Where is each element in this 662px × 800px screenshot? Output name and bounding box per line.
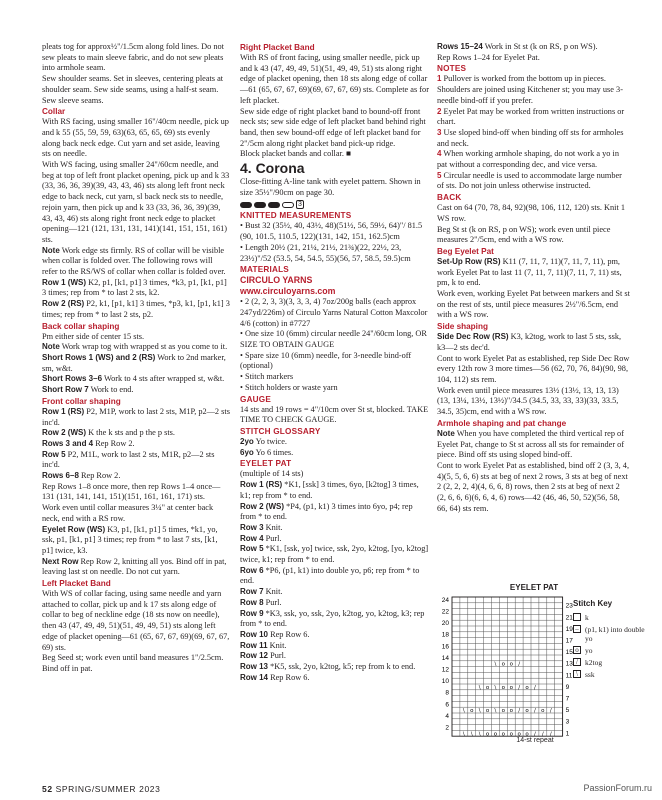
skill-level-icon (240, 200, 430, 209)
stitch-symbol: o (509, 661, 513, 668)
eyelet-pat-heading: EYELET PAT (240, 459, 292, 469)
next-row: Next Row Rep Row 2, knitting all yos. Bind off in pat, leaving last st on needle. Do not cut yarn. (42, 556, 227, 577)
eyelet-row-12: Row 12 Purl. (240, 651, 286, 661)
stitch-symbol: \ (462, 708, 465, 715)
stitch-symbol: o (501, 684, 506, 691)
material-4: • Stitch markers (240, 372, 294, 382)
row-label-rs: 5 (565, 707, 570, 715)
note-2: 2 Eyelet Pat may be worked from written instructions or chart. (437, 106, 625, 127)
length-measurement: • Length 20½ (21, 21¼, 21½, 21¾)(22, 22½, 23, 23½)"/52 (53.5, 54, 54.5, 55)(56, 57, 58.5, 59.5)cm (240, 242, 411, 263)
materials-heading: MATERIALS (240, 265, 289, 275)
block-text: Block placket bands and collar. ■ (240, 149, 351, 159)
back-heading: BACK (437, 193, 462, 203)
stitch-symbol: o (509, 708, 513, 715)
stitch-symbol: \ (494, 708, 497, 715)
stitch-symbol: o (501, 731, 506, 738)
row-label-ws: 12 (441, 666, 449, 674)
glossary-2yo: 2yo Yo twice. (240, 436, 287, 446)
row-label-rs: 11 (565, 672, 573, 680)
eyelet-row-11: Row 11 Knit. (240, 640, 287, 650)
stitch-symbol: \ (494, 661, 497, 668)
pattern-title: 4. Corona (240, 160, 305, 177)
key-ssk: \ ssk (573, 670, 595, 679)
front-row-2: Row 2 (WS) K the k sts and p the p sts. (42, 428, 175, 438)
column-2 (240, 42, 430, 683)
row-label-ws: 22 (441, 608, 449, 616)
eyelet-row-14: Row 14 Rep Row 6. (240, 672, 310, 682)
armhole-shaping-heading: Armhole shaping and pat change (437, 418, 567, 428)
eyelet-row-2: Row 2 (WS) *P4, (p1, k1) 3 times into 6yo, p4; rep from * to end. (240, 501, 413, 522)
short-rows-3-6: Short Rows 3–6 Work to 4 sts after wrapped st, w&t. (42, 374, 225, 384)
stitch-symbol: \ (462, 731, 465, 738)
intro-text: pleats tog for approx½"/1.5cm along fold lines. Do not sew pleats to main sleeve fabric, and do not sew pleats into armhole seam. (42, 42, 224, 73)
rows-15-24: Rows 15–24 Work in St st (k on RS, p on WS). (437, 42, 598, 51)
even-text: Work even until piece measures 13½ (13½, 13, 13, 13)(13, 13¼, 13½, 13½)"/34.5 (34.5, 33, 33, 33)(33, 33.5, 34.5, 35)cm, end with a WS row. (437, 385, 619, 417)
stitch-symbol: / (518, 661, 521, 668)
right-placket-band-heading: Right Placket Band (240, 43, 315, 52)
skill-dot-icon (268, 202, 280, 208)
collar-text-2: With WS facing, using smaller 24"/60cm needle, and beg at top of left front placket opening, pick up and k 33 (33, 36, 36, 39)(39, 43, 43, 46) sts along left front neck edge to back neck, cut yarn, sl back neck sts to needle, rejoin yarn, then pick up and k 33 (33, 36, 36, 39)(39, 43, 43, 46) sts along right front neck edge to placket opening—121 (121, 131, 131, 141)(141, 151, 151, 161) sts. (42, 160, 230, 244)
row-label-ws: 2 (445, 724, 449, 732)
chart-title: EYELET PAT (509, 583, 559, 592)
stitch-symbol: o (525, 684, 529, 691)
row-label-ws: 8 (445, 689, 449, 697)
stitch-symbol: / (534, 684, 536, 691)
sew-text: Sew side edge of right placket band to bound-off front neck sts; sew side edge of left placket band behind right band, then sew bound-off edge of left placket band for 2"/5cm along right placket band pick-up ridge. (240, 106, 426, 148)
gauge-text: 14 sts and 19 rows = 4"/10cm over St st, blocked. TAKE TIME TO CHECK GAUGE. (240, 404, 429, 425)
key-k2tog: / k2tog (573, 658, 602, 667)
note-2: Note Work wrap tog with wrapped st as you come to it. (42, 342, 228, 352)
k2tog-stitch-icon: / (573, 658, 581, 666)
stitch-glossary-heading: STITCH GLOSSARY (240, 426, 321, 436)
collar-heading: Collar (42, 107, 66, 117)
short-row-7: Short Row 7 Work to end. (42, 385, 134, 395)
stitch-symbol: o (525, 731, 529, 738)
watermark: PassionForum.ru (583, 783, 652, 793)
stitch-symbol: \ (470, 731, 473, 738)
note-1: 1 Pullover is worked from the bottom up in pieces. Shoulders are joined using Kitchener st; you may use 3-needle bind-off if you prefer. (437, 74, 623, 105)
chart-grid (430, 583, 660, 753)
work-even-text: Work even, working Eyelet Pat between markers and St st on the rest of sts, until piece measures 2½"/6.5cm, end with a WS row. (437, 289, 630, 320)
stitch-symbol: o (493, 731, 498, 738)
front-rows-3-4: Rows 3 and 4 Rep Row 2. (42, 438, 135, 448)
row-label-ws: 18 (441, 631, 449, 639)
eyelet-row-5: Row 5 *K1, [ssk, yo] twice, ssk, 2yo, k2tog, [yo, k2tog] twice, k1; rep from * to end. (240, 544, 429, 565)
front-row-1: Row 1 (RS) P2, M1P, work to last 2 sts, M1P, p2—2 sts inc'd. (42, 406, 230, 427)
rpb-text: With RS of front facing, using smaller needle, pick up and k 43 (47, 49, 49, 51)(51, 49, 49, 51) sts along right edge of placket opening, then 18 sts along edge of collar—61 (65, 67, 67, 69)(69, 67, 67, 69) sts. Complete as for left placket. (240, 53, 429, 105)
stitch-symbol: \ (478, 708, 481, 715)
ssk-stitch-icon: \ (573, 670, 581, 678)
stitch-symbol: \ (478, 731, 481, 738)
skill-dot-icon (240, 202, 252, 208)
stitch-symbol: o (517, 731, 521, 738)
k-stitch-icon (573, 613, 581, 621)
eyelet-pat-chart (430, 583, 660, 783)
front-rows-6-8: Rows 6–8 Rep Row 2. (42, 471, 121, 481)
key-k: k (573, 613, 589, 622)
left-placket-band-heading: Left Placket Band (42, 579, 111, 589)
repeat-label: 14-st repeat (516, 737, 554, 744)
row-label-rs: 23 (565, 602, 573, 610)
row-label-ws: 20 (441, 620, 449, 628)
eyelet-row-9: Row 9 *K3, ssk, yo, ssk, 2yo, k2tog, yo, k2tog, k3; rep from * to end. (240, 608, 425, 629)
eyelet-row-8: Row 8 Purl. (240, 597, 282, 607)
eyelet-row-13: Row 13 *K5, ssk, 2yo, k2tog, k5; rep from k to end. (240, 662, 416, 672)
yarn-brand: CIRCULO YARNS (240, 275, 313, 286)
row-label-rs: 7 (565, 695, 570, 703)
back-text-1: Cast on 64 (70, 78, 84, 92)(98, 106, 112, 120) sts. Knit 1 WS row. (437, 203, 625, 223)
row-label-ws: 14 (441, 654, 449, 662)
row-1-ws: Row 1 (WS) K2, p1, [k1, p1] 3 times, *k3, p1, [k1, p1] 3 times; rep from * to last 2 sts, k2. (42, 277, 227, 298)
row-label-ws: 10 (441, 678, 449, 686)
note-5: 5 Circular needle is used to accommodate large number of sts. Do not join unless otherwise instructed. (437, 170, 622, 191)
skill-number: 3 (298, 201, 302, 209)
stitch-symbol: o (541, 708, 545, 715)
row-label-rs: 21 (565, 614, 573, 622)
p1k1-stitch-icon: – (573, 625, 581, 633)
eyelet-row-10: Row 10 Rep Row 6. (240, 629, 310, 639)
note-4: 4 When working armhole shaping, do not work a yo in pat without a corresponding dec, and vice versa. (437, 149, 619, 170)
note-1: Note Work edge sts firmly. RS of collar will be visible when collar is folded over. The following rows will refer to the RS/WS of collar when collar is folded over. (42, 245, 226, 277)
yarn-url[interactable]: www.circuloyarns.com (240, 286, 336, 297)
stitch-symbol: o (509, 731, 513, 738)
material-1: • 2 (2, 2, 3, 3)(3, 3, 3, 4) 7oz/200g balls (each approx 247yd/226m) of Circulo Yarns Natural Cotton Maxcolor 4/6 (cotton) in #7727 (240, 297, 428, 328)
key-yo: o yo (573, 646, 593, 655)
stitch-symbol: o (470, 708, 474, 715)
gauge-heading: GAUGE (240, 394, 272, 404)
armhole-note: Note When you have completed the third vertical rep of Eyelet Pat, change to St st across all sts for remainder of piece. Bind off sts using sloped bind-off. (437, 428, 625, 460)
eyelet-row-7: Row 7 Knit. (240, 587, 283, 597)
eyelet-multiple: (multiple of 14 sts) (240, 469, 304, 479)
front-row-5: Row 5 P2, M1L, work to last 2 sts, M1R, p2—2 sts inc'd. (42, 449, 215, 470)
row-label-rs: 13 (565, 660, 573, 668)
front-collar-shaping-heading: Front collar shaping (42, 396, 121, 406)
bcs-text: Pm either side of center 15 sts. (42, 331, 145, 341)
glossary-6yo: 6yo Yo 6 times. (240, 447, 294, 457)
row-label-rs: 17 (565, 637, 573, 645)
stitch-symbol: o (485, 684, 490, 691)
page-number: 52 (42, 784, 53, 794)
row-label-ws: 24 (441, 596, 449, 604)
column-3 (437, 42, 630, 514)
eyelet-row-1: Row 1 (RS) *K1, [ssk] 3 times, 6yo, [k2tog] 3 times, k1; rep from * to end. (240, 480, 419, 500)
stitch-symbol: / (541, 731, 544, 738)
eyelet-row-3: Row 3 Knit. (240, 522, 283, 532)
beg-eyelet-pat-heading: Beg Eyelet Pat (437, 246, 494, 256)
cont-text: Cont to work Eyelet Pat as established, rep Side Dec Row every 12th row 3 more times—56 (62, 70, 76, 84)(90, 98, 104, 112) sts rem. (437, 353, 630, 384)
row-label-rs: 15 (565, 649, 573, 657)
row-label-ws: 4 (445, 712, 449, 720)
stitch-symbol: o (501, 708, 506, 715)
row-label-rs: 19 (565, 625, 573, 633)
stitch-symbol: / (549, 731, 552, 738)
stitch-key-title: Stitch Key (573, 599, 613, 608)
stitch-symbol: / (549, 708, 552, 715)
side-shaping-heading: Side shaping (437, 322, 488, 332)
short-rows-1-2: Short Rows 1 (WS) and 2 (RS) Work to 2nd marker, sm, w&t. (42, 352, 226, 373)
stitch-symbol: o (501, 661, 506, 668)
pattern-description: Close-fitting A-line tank with eyelet pattern. Shown in size 35½"/90cm on page 30. (240, 177, 421, 197)
page-footer (42, 784, 160, 794)
issue-label: SPRING/SUMMER 2023 (55, 784, 161, 794)
note-3: 3 Use sloped bind-off when binding off sts for armholes and neck. (437, 127, 624, 148)
stitch-symbol: / (534, 708, 536, 715)
row-label-rs: 3 (565, 718, 570, 726)
until-text: Work even until collar measures 3¼" at center back neck, end with a RS row. (42, 503, 214, 523)
eyelet-row-6: Row 6 *P6, (p1, k1) into double yo, p6; rep from * to end. (240, 565, 420, 586)
collar-text-1: With RS facing, using smaller 16"/40cm needle, pick up and k 55 (55, 59, 59, 63)(63, 65, 65, 69) sts evenly along back neck edge. Cut yarn and set aside, leaving sts on needle. (42, 117, 229, 159)
skill-dot-empty-icon (282, 202, 294, 208)
row-label-ws: 6 (445, 701, 449, 709)
row-label-ws: 16 (441, 643, 449, 651)
stitch-symbol: o (485, 731, 490, 738)
stitch-symbol: o (485, 708, 490, 715)
bust-measurement: • Bust 32 (35½, 40, 43½, 48)(51½, 56, 59½, 64)"/ 81.5 (90, 101.5, 110.5, 122)(131, 142, 151, 162.5)cm (240, 221, 423, 242)
lpb-text-2: Beg Seed st; work even until band measures 1"/2.5cm. Bind off in pat. (42, 653, 224, 673)
material-5: • Stitch holders or waste yarn (240, 382, 338, 392)
material-2: • One size 10 (6mm) circular needle 24"/60cm long, OR SIZE TO OBTAIN GAUGE (240, 329, 427, 350)
notes-heading: NOTES (437, 64, 467, 74)
repeat-rows: Rep Rows 1–24 for Eyelet Pat. (437, 52, 540, 62)
row-label-rs: 9 (565, 683, 570, 691)
yo-stitch-icon: o (573, 646, 581, 654)
back-text-2: Beg St st (k on RS, p on WS); work even until piece measures 2"/5cm, end with a WS row. (437, 224, 611, 245)
sew-text: Sew shoulder seams. Set in sleeves, centering pleats at shoulder seam. Sew side seams, using a half-st seam. Sew sleeve seams. (42, 74, 224, 105)
skill-dot-icon (254, 202, 266, 208)
armhole-text: Cont to work Eyelet Pat as established, bind off 2 (3, 3, 4, 4)(5, 5, 6, 6) sts at beg of next 2 rows, 3 sts at beg of next 2 (2, 2, 2, 4)(4, 6, 6, 8) rows, then 2 sts at beg of next 2 (2, 6, 6, 6)(6, 6, 4, 6) rows—42 (46, 46, 50, 52)(56, 58, 66, 64) sts rem. (437, 460, 630, 513)
knitted-measurements-heading: KNITTED MEASUREMENTS (240, 211, 352, 221)
side-dec-row: Side Dec Row (RS) K3, k2tog, work to last 5 sts, ssk, k3—2 sts dec'd. (437, 332, 622, 352)
key-p1k1: – (p1, k1) into double yo (573, 625, 645, 643)
eyelet-row-4: Row 4 Purl. (240, 533, 282, 543)
stitch-symbol: o (509, 684, 513, 691)
column-1 (42, 42, 230, 675)
setup-row: Set-Up Row (RS) K11 (7, 11, 7, 11)(7, 11, 7, 11), pm, work Eyelet Pat to last 11 (7, 11, 7, 11)(7, 11, 7, 11) sts, pm, k to end. (437, 256, 622, 288)
stitch-symbol: / (518, 708, 521, 715)
material-3: • Spare size 10 (6mm) needle, for 3-needle bind-off (optional) (240, 350, 412, 371)
stitch-symbol: / (518, 684, 521, 691)
back-collar-shaping-heading: Back collar shaping (42, 321, 120, 331)
repeat-text: Rep Rows 1–8 once more, then rep Rows 1–4 once—131 (131, 141, 141, 151)(151, 161, 161, 171) sts. (42, 481, 221, 502)
lpb-text: With WS of collar facing, using same needle and yarn attached to collar, pick up and k 17 sts along edge of collar to beg of neckline edge (18 sts now on needle), then 43 (47, 49, 49, 51)(51, 49, 49, 51) sts along left edge of placket opening—61 (65, 67, 67, 69)(69, 67, 67, 69) sts. (42, 589, 230, 652)
row-label-rs: 1 (565, 730, 570, 738)
eyelet-row: Eyelet Row (WS) K3, p1, [k1, p1] 5 times, *k1, yo, ssk, p1, [k1, p1] 3 times; rep from * to last 7 sts, [k1, p1] twice, k3. (42, 524, 218, 555)
stitch-symbol: \ (478, 684, 481, 691)
row-2-rs: Row 2 (RS) P2, k1, [p1, k1] 3 times, *p3, k1, [p1, k1] 3 times; rep from * to last 2 sts, p2. (42, 299, 230, 319)
stitch-symbol: \ (494, 684, 497, 691)
stitch-symbol: / (534, 731, 536, 738)
stitch-symbol: o (525, 708, 529, 715)
